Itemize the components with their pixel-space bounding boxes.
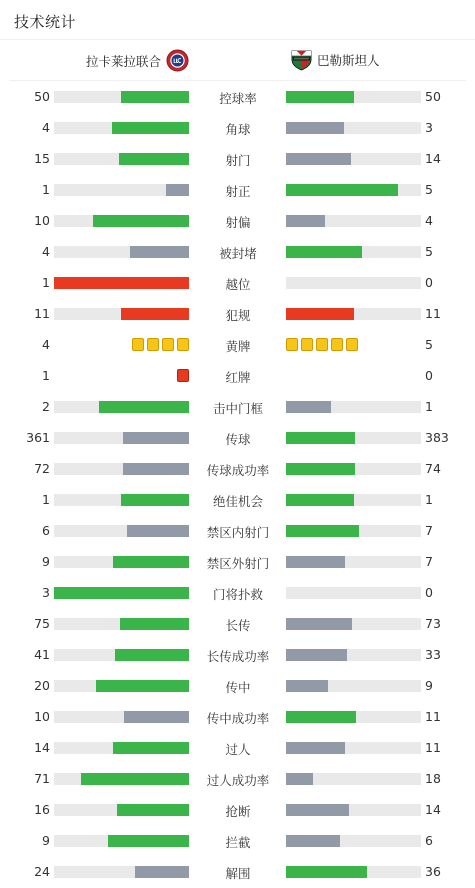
away-team-name: 巴勒斯坦人 <box>317 52 380 68</box>
home-stat-value: 9 <box>42 554 50 569</box>
away-stat-value: 3 <box>425 120 433 135</box>
home-stat-bar-fill <box>112 122 189 134</box>
home-stat-bar <box>54 556 189 568</box>
home-stat-bar-fill <box>117 804 189 816</box>
away-stat-bar-fill <box>286 680 328 692</box>
away-stat-bar <box>286 866 421 878</box>
home-stat-bar <box>54 401 189 413</box>
away-stat-value: 11 <box>425 709 441 724</box>
stat-label: 射门 <box>225 153 251 168</box>
away-stat-value: 5 <box>425 244 433 259</box>
home-stat-bar <box>54 308 189 320</box>
away-stat-bar <box>286 246 421 258</box>
away-stat-bar-fill <box>286 618 352 630</box>
stat-row <box>0 485 475 516</box>
yellow-card-icon <box>162 338 174 351</box>
stat-label: 拦截 <box>225 835 251 850</box>
home-stat-value: 15 <box>34 151 50 166</box>
home-stat-bar-fill <box>121 308 189 320</box>
home-stat-value: 10 <box>34 709 50 724</box>
home-stat-value: 10 <box>34 213 50 228</box>
home-stat-bar <box>54 184 189 196</box>
stat-row <box>0 299 475 330</box>
stat-row <box>0 268 475 299</box>
yellow-card-icon <box>301 338 313 351</box>
stats-list <box>0 81 475 888</box>
yellow-card-icon <box>331 338 343 351</box>
stat-row <box>0 82 475 113</box>
home-stat-bar-fill <box>135 866 189 878</box>
yellow-card-icon <box>132 338 144 351</box>
home-stat-bar-fill <box>123 463 189 475</box>
home-stat-bar <box>54 587 189 599</box>
stat-label: 过人成功率 <box>206 773 270 788</box>
away-stat-value: 0 <box>425 585 433 600</box>
teams-header <box>9 40 466 81</box>
stat-label: 越位 <box>225 277 251 292</box>
stat-row <box>0 857 475 888</box>
home-stat-bar-fill <box>124 711 189 723</box>
home-stat-value: 9 <box>42 833 50 848</box>
stat-label: 射正 <box>225 184 251 199</box>
home-stat-bar-fill <box>121 91 189 103</box>
away-stat-bar-fill <box>286 556 345 568</box>
home-stat-value: 16 <box>34 802 50 817</box>
stat-row <box>0 547 475 578</box>
away-stat-value: 11 <box>425 306 441 321</box>
home-stat-bar <box>54 773 189 785</box>
home-stat-value: 14 <box>34 740 50 755</box>
stat-row <box>0 206 475 237</box>
stat-label: 过人 <box>225 742 251 757</box>
home-stat-value: 24 <box>34 864 50 879</box>
away-stat-bar <box>286 711 421 723</box>
home-stat-value: 6 <box>42 523 50 538</box>
home-stat-bar <box>54 91 189 103</box>
home-stat-bar-fill <box>99 401 189 413</box>
away-stat-bar <box>286 835 421 847</box>
away-stat-bar-fill <box>286 711 356 723</box>
home-stat-bar <box>54 711 189 723</box>
stat-label: 长传成功率 <box>206 649 270 664</box>
away-stat-bar-fill <box>286 866 367 878</box>
away-stat-value: 5 <box>425 337 433 352</box>
home-stat-bar <box>54 649 189 661</box>
away-stat-bar-fill <box>286 742 345 754</box>
home-stat-bar-fill <box>127 525 189 537</box>
home-stat-value: 20 <box>34 678 50 693</box>
header <box>0 0 475 40</box>
red-card-icon <box>177 369 189 382</box>
away-stat-value: 0 <box>425 368 433 383</box>
stat-label: 角球 <box>225 122 251 137</box>
stat-row <box>0 330 475 361</box>
stat-row <box>0 144 475 175</box>
home-stat-value: 71 <box>34 771 50 786</box>
home-stat-bar <box>54 463 189 475</box>
away-stat-bar-fill <box>286 122 344 134</box>
stat-label: 控球率 <box>219 91 257 106</box>
away-stat-bar-fill <box>286 91 354 103</box>
stat-label: 传球成功率 <box>206 463 270 478</box>
away-stat-bar-fill <box>286 494 354 506</box>
away-stat-bar-fill <box>286 308 354 320</box>
away-stat-bar-fill <box>286 432 355 444</box>
away-stat-value: 36 <box>425 864 441 879</box>
away-stat-bar-fill <box>286 835 340 847</box>
home-stat-bar-fill <box>54 277 189 289</box>
away-stat-value: 50 <box>425 89 441 104</box>
away-stat-bar <box>286 432 421 444</box>
away-stat-value: 33 <box>425 647 441 662</box>
away-stat-value: 7 <box>425 523 433 538</box>
home-stat-bar-fill <box>113 556 189 568</box>
home-stat-bar-fill <box>123 432 189 444</box>
stat-label: 解围 <box>225 866 251 881</box>
away-stat-value: 0 <box>425 275 433 290</box>
home-stat-value: 11 <box>34 306 50 321</box>
away-stat-bar <box>286 463 421 475</box>
home-stat-bar-fill <box>115 649 189 661</box>
home-stat-value: 4 <box>42 120 50 135</box>
home-stat-bar <box>54 866 189 878</box>
home-stat-bar-fill <box>166 184 189 196</box>
home-stat-value: 1 <box>42 275 50 290</box>
stat-row <box>0 175 475 206</box>
stat-label: 被封堵 <box>219 246 257 261</box>
stat-label: 绝佳机会 <box>212 494 263 509</box>
away-stat-bar-fill <box>286 773 313 785</box>
home-stat-bar-fill <box>119 153 189 165</box>
home-stat-bar <box>54 153 189 165</box>
home-stat-bar <box>54 432 189 444</box>
stat-row <box>0 733 475 764</box>
home-stat-bar-fill <box>130 246 189 258</box>
home-cards <box>177 369 189 383</box>
away-cards <box>286 338 358 352</box>
home-stat-bar-fill <box>96 680 189 692</box>
home-stat-bar-fill <box>93 215 189 227</box>
away-stat-value: 9 <box>425 678 433 693</box>
home-stat-bar <box>54 525 189 537</box>
stat-row <box>0 454 475 485</box>
stat-label: 禁区外射门 <box>206 556 270 571</box>
away-stat-value: 6 <box>425 833 433 848</box>
away-stat-bar-fill <box>286 246 362 258</box>
away-stat-bar <box>286 184 421 196</box>
stat-row <box>0 795 475 826</box>
stat-row <box>0 826 475 857</box>
away-stat-value: 5 <box>425 182 433 197</box>
away-stat-bar-fill <box>286 525 359 537</box>
yellow-card-icon <box>316 338 328 351</box>
home-stat-value: 2 <box>42 399 50 414</box>
home-stat-bar <box>54 494 189 506</box>
away-stat-value: 74 <box>425 461 441 476</box>
away-stat-bar <box>286 308 421 320</box>
away-stat-value: 4 <box>425 213 433 228</box>
home-stat-value: 4 <box>42 337 50 352</box>
away-stat-bar-fill <box>286 804 349 816</box>
away-stat-bar-fill <box>286 153 351 165</box>
stat-row <box>0 578 475 609</box>
away-stat-bar-fill <box>286 463 355 475</box>
home-stat-value: 361 <box>26 430 50 445</box>
home-stat-bar <box>54 122 189 134</box>
stat-label: 击中门框 <box>212 401 263 416</box>
away-stat-value: 18 <box>425 771 441 786</box>
stat-label: 传中 <box>225 680 251 695</box>
stat-row <box>0 609 475 640</box>
away-stat-bar <box>286 215 421 227</box>
away-stat-bar <box>286 122 421 134</box>
stat-label: 传球 <box>225 432 251 447</box>
stat-label: 抢断 <box>225 804 251 819</box>
away-stat-bar-fill <box>286 215 325 227</box>
home-stat-bar-fill <box>54 587 189 599</box>
home-stat-bar-fill <box>81 773 189 785</box>
stat-row <box>0 671 475 702</box>
away-stat-bar <box>286 742 421 754</box>
stat-label: 长传 <box>225 618 251 633</box>
away-stat-bar <box>286 494 421 506</box>
home-stat-bar-fill <box>121 494 189 506</box>
stat-row <box>0 392 475 423</box>
away-stat-value: 73 <box>425 616 441 631</box>
stat-label: 传中成功率 <box>206 711 270 726</box>
away-stat-bar <box>286 277 421 289</box>
home-stat-bar <box>54 215 189 227</box>
away-stat-value: 14 <box>425 802 441 817</box>
home-stat-value: 3 <box>42 585 50 600</box>
away-stat-value: 1 <box>425 492 433 507</box>
home-stat-bar <box>54 680 189 692</box>
home-stat-bar-fill <box>108 835 189 847</box>
home-stat-bar <box>54 246 189 258</box>
home-team-name: 拉卡莱拉联合 <box>85 53 161 69</box>
stat-label: 门将扑救 <box>212 587 263 602</box>
away-stat-bar <box>286 91 421 103</box>
stat-label: 射偏 <box>225 215 251 230</box>
home-stat-value: 41 <box>34 647 50 662</box>
home-stat-value: 75 <box>34 616 50 631</box>
stat-label: 黄牌 <box>225 339 251 354</box>
stat-row <box>0 237 475 268</box>
yellow-card-icon <box>177 338 189 351</box>
away-stat-bar-fill <box>286 184 398 196</box>
away-stat-bar <box>286 525 421 537</box>
away-team-logo-icon <box>290 48 313 71</box>
away-stat-bar-fill <box>286 401 331 413</box>
home-stat-bar <box>54 804 189 816</box>
stat-label: 红牌 <box>225 370 251 385</box>
home-team[interactable] <box>86 49 189 72</box>
home-stat-bar <box>54 618 189 630</box>
yellow-card-icon <box>346 338 358 351</box>
home-stat-bar-fill <box>113 742 189 754</box>
away-stat-bar <box>286 804 421 816</box>
home-stat-bar-fill <box>120 618 189 630</box>
away-stat-value: 7 <box>425 554 433 569</box>
away-stat-bar-fill <box>286 649 347 661</box>
away-stat-bar <box>286 401 421 413</box>
home-stat-value: 1 <box>42 492 50 507</box>
stat-row <box>0 640 475 671</box>
home-stat-value: 50 <box>34 89 50 104</box>
stat-row <box>0 361 475 392</box>
away-stat-value: 1 <box>425 399 433 414</box>
away-stat-bar <box>286 153 421 165</box>
away-stat-value: 383 <box>425 430 449 445</box>
home-team-logo-icon <box>166 49 189 72</box>
yellow-card-icon <box>147 338 159 351</box>
page-title: 技术统计 <box>14 13 77 31</box>
home-cards <box>132 338 189 352</box>
home-stat-bar <box>54 277 189 289</box>
away-stat-value: 14 <box>425 151 441 166</box>
home-stat-value: 72 <box>34 461 50 476</box>
stat-row <box>0 113 475 144</box>
stat-row <box>0 516 475 547</box>
stat-label: 禁区内射门 <box>206 525 270 540</box>
away-stat-bar <box>286 618 421 630</box>
home-stat-value: 1 <box>42 368 50 383</box>
home-stat-value: 4 <box>42 244 50 259</box>
stat-label: 犯规 <box>225 308 251 323</box>
away-stat-value: 11 <box>425 740 441 755</box>
away-stat-bar <box>286 649 421 661</box>
away-stat-bar <box>286 773 421 785</box>
yellow-card-icon <box>286 338 298 351</box>
home-stat-bar <box>54 835 189 847</box>
away-team[interactable] <box>290 48 380 71</box>
away-stat-bar <box>286 587 421 599</box>
stat-row <box>0 423 475 454</box>
home-stat-bar <box>54 742 189 754</box>
stat-row <box>0 764 475 795</box>
away-stat-bar <box>286 556 421 568</box>
home-stat-value: 1 <box>42 182 50 197</box>
away-stat-bar <box>286 680 421 692</box>
stat-row <box>0 702 475 733</box>
